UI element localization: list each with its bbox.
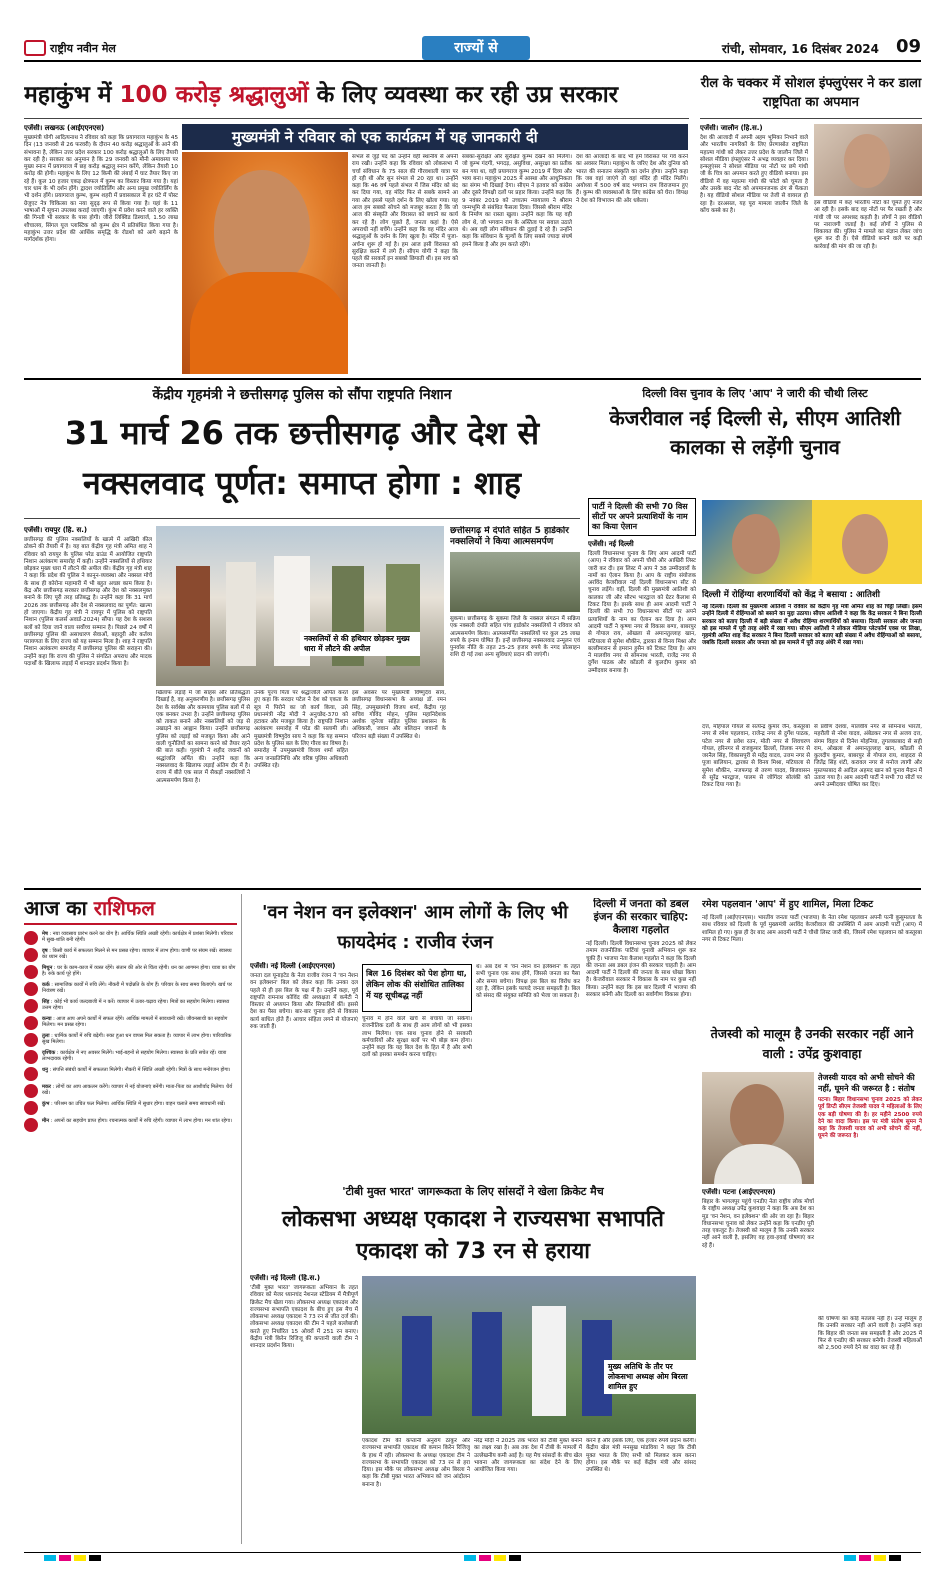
kailash-headline: दिल्ली में जनता को डबल इंजन की सरकार चाहिए: कैलाश गहलोत (593, 898, 689, 936)
reel-body-b: इस वीडियो में कह भारतीय नोटों को चूमते हुए नजर आ रही है। इसके बाद वह नोटों पर पैर रखती है और गांधी जी पर अपशब्द कहती है। लोगों ने इस वीडियो पर नाराजगी जताई है। कई लोगों ने पुलिस से शिकायत की। पुलिस ने मामले का संज्ञान लेकर जांच शुरू कर दी है। ऐसे वीडियो बनाने वाले पर कड़ी कार्रवाई की मांग की जा रही है। (814, 200, 922, 250)
onoe-col3: थे। अब देश में 'वन नेशन वन इलेक्शन' के तहत सभी चुनाव एक साथ होंगे, जिससे जनता का पैसा और समय बचेगा। विपक्ष इस बिल का विरोध कर रहा है, लेकिन इसके फायदे जनता समझती है। बिल को संसद की संयुक्त समिति को भेजा जा सकता है। (476, 964, 580, 1000)
cricket-col1 (250, 1274, 358, 1544)
reel-byline: एजेंसी। जालौन (हि.स.) (700, 124, 763, 132)
rashi-name: मकर (42, 1084, 51, 1090)
cricket-col3: नरेंद्र मोदी ने 2025 तक भारत को टीबी मुक्त बनाने का लक्ष्य रखा है। अब तक देश में टीबी के मामलों में उल्लेखनीय कमी आई है। यह मैच सांसदों के बीच खेल भावना और जागरूकता का संदेश देने के लिए आयोजित किया गया। (474, 1438, 582, 1474)
rashi-item: मेष : नया व्यवसाय प्रारंभ करने का योग है। आर्थिक स्थिति अच्छी रहेगी। कार्यक्षेत्र में प्रशंसा मिलेगी। परिवार में सुख-शांति बनी रहेगी। (24, 931, 237, 945)
cricket-photo (362, 1276, 696, 1434)
ramesh-headline: रमेश पहलवान 'आप' में हुए शामिल, मिला टिकट (702, 899, 874, 910)
naxal-kicker: केंद्रीय गृहमंत्री ने छत्तीसगढ़ पुलिस को सौंपा राष्ट्रपति निशान (152, 387, 452, 403)
kejriwal-col1 (588, 498, 696, 882)
yogi-photo (182, 152, 348, 374)
cricket-headline: लोकसभा अध्यक्ष एकादश ने राज्यसभा सभापति एकादश को 73 रन से हराया (282, 1207, 664, 1264)
rashi-name: वृश्चिक (42, 1050, 56, 1056)
rohingya-body: नई दिल्ली। दिल्ली की मुख्यमंत्री आतिशी ने रविवार को केंद्रीय गृह मंत्री अमित शाह को चिट्ठी लिखी। इसमें उन्होंने दिल्ली में रोहिंग्याओं को बसाने का मुद्दा उठाया। सीएम आतिशी ने कहा कि केंद्र सरकार ने बिना दिल्ली सरकार को बताए दिल्ली में बड़ी संख्या में अवैध रोहिंग्या शरणार्थियों को बसाया। दिल्ली सरकार और जनता को इस मामले में पूरी तरह अंधेरे में रखा गया। सीएम आतिशी ने लोकल मीडिया प्लेटफॉर्म एक्स पर लिखा, गृहमंत्री अमित शाह केंद्र सरकार ने बिना दिल्ली सरकार को बताए बड़ी संख्या में अवैध रोहिंग्याओं को बसाया, जबकि दिल्ली सरकार और जनता को इस मामले में पूरी तरह अंधेरे में रखा गया। (702, 604, 922, 647)
rashi-name: कन्या (42, 1016, 52, 1022)
rashi-name: सिंह (42, 999, 50, 1005)
rashi-text: परिश्रम का उचित फल मिलेगा। आर्थिक स्थिति में सुधार होगा। वाहन चलाते समय सावधानी रखें। (54, 1101, 226, 1107)
page-number: 09 (895, 36, 921, 57)
surrender-headline: छत्तीसगढ़ में दंपति सहित 5 हार्डकोर नक्सलियों ने किया आत्मसमर्पण (450, 526, 569, 547)
zodiac-icon (24, 931, 38, 945)
surrender-box (450, 526, 580, 882)
kumbh-byline: एजेंसी। लखनऊ (आईएएनएस) (24, 124, 105, 132)
rohingya-headline: दिल्ली में रोहिंग्या शरणार्थियों को केंद्र ने बसाया : आतिशी (702, 590, 880, 600)
zodiac-icon (24, 1118, 38, 1132)
kumbh-col1-text: मुख्यमंत्री योगी आदित्यनाथ ने रविवार को कहा कि प्रयागराज महाकुंभ के 45 दिन (13 जनवरी से 26 फरवरी) के दौरान 40 करोड़ श्रद्धालुओं के आने की संभावना है, लेकिन उत्तर प्रदेश सरकार 100 करोड़ श्रद्धालुओं के लिए तैयारी कर रही है। सरकार का अनुमान है कि 29 जनवरी को मौनी अमावस्या पर मुख्य स्नान में प्रयागराज में छह करोड़ श्रद्धालु स्नान करेंगे, लेकिन तैयारी 10 करोड़ की होगी। महाकुंभ के लिए 12 किमी की लंबाई में घाट तैयार किए जा रहे हैं। कुल 10 हजार एकड़ क्षेत्रफल में कुम्भ का विस्तार किया गया है। यहां चार धाम के भी दर्शन होंगे। द्वादश ज्योतिर्लिंग और अन्य प्रमुख ज्योतिर्लिंग के भी दर्शन होंगे। प्रयागराज कुम्भ, कुम्भ शहरी में प्रवासकाल में हर घंटे में पोस्ट ग्रेजुएट नेत्र चिकित्सा का नया सुदृढ़ रूप से किया गया है। यहां के 11 भाषाओं में सूचना उपलब्ध कराई जाएगी। कुंभ में प्रवेश करने वाले हर व्यक्ति की गिनती भी सरकार के पास होगी। जीरो लिक्विड डिस्चार्ज, 1.50 लाख शौचालय, सिंगल यूज प्लास्टिक को कुम्भ क्षेत्र में प्रतिबंधित किया गया है। महाकुंभ उत्तर प्रदेश की आर्थिक समृद्धि के रोडशो को आगे बढ़ाने के मार्गदर्शक होगा। (24, 135, 178, 244)
cricket-col2b: एकादश टीम की कप्तानी अनुराग ठाकुर और राज्यसभा सभापति एकादश की कमान किरेन रिजिजू के हाथ में रही। लोकसभा के अध्यक्ष एकादश टीम ने राज्यसभा के सभापति एकादश को 73 रन से हरा दिया। इस मौके पर लोकसभा अध्यक्ष ओम बिरला ने कहा कि टीबी मुक्त भारत अभियान को जन आंदोलन बनाना है। (362, 1438, 470, 1488)
rashi-text: संपत्ति संबंधी कार्यों में सफलता मिलेगी। नौकरी में स्थिति अच्छी रहेगी। मित्रों के साथ मनोरंजन होगा। (52, 1067, 231, 1073)
rashi-text: किसी कार्य में सफलता मिलने से मन प्रसन्न रहेगा। व्यापार में लाभ होगा। वाणी पर संयम रखें। स्वास्थ्य का ध्यान रखें। (42, 948, 232, 961)
tejashwi-body2: की घोषणा का कोई मतलब नहीं है। उन्हें मालूम है कि उनकी सरकार नहीं आने वाली है। उन्होंने कहा कि बिहार की जनता सब समझती है और 2025 में फिर से एनडीए की सरकार बनेगी। तेजस्वी महिलाओं को 2,500 रुपये देने का वादा कर रहे हैं। (818, 1316, 922, 1352)
rashi-item: कर्क : सामाजिक कार्यों में रुचि लेंगे। नौकरी में पदोन्नति के योग हैं। परिवार के साथ समय बिताएंगे। खर्च पर नियंत्रण रखें। (24, 982, 237, 996)
surrender-body: सुकमा। छत्तीसगढ़ के सुकमा जिले के नक्सल संगठन में सक्रिय एक नक्सली दंपति सहित पांच हार्डकोर नक्सलियों ने रविवार को आत्मसमर्पण किया। आत्मसमर्पित नक्सलियों पर कुल 25 लाख रुपये के इनाम घोषित हैं। इन्हें छत्तीसगढ़ नक्सलवाद उन्मूलन एवं पुनर्वास नीति के तहत 25-25 हजार रुपये के नगद प्रोत्साहन राशि दी गई तथा अन्य सुविधाएं प्रदान की जाएंगी। (450, 616, 580, 659)
zodiac-icon (24, 1084, 38, 1098)
naxal-headline: 31 मार्च 26 तक छत्तीसगढ़ और देश से नक्सलवाद पूर्णत: समाप्त होगा : शाह (64, 414, 540, 502)
kejriwal-atishi-photo (702, 500, 922, 584)
tejashwi-quote: तेजस्वी यादव को अभी सोचने की नहीं, घूमने की जरूरत है : संतोष (818, 1073, 915, 1093)
onoe-byline: एजेंसी। नई दिल्ली (आईएएनएस) (250, 962, 336, 970)
tejashwi-headline: तेजस्वी को मालूम है उनकी सरकार नहीं आने वाली : उपेंद्र कुशवाहा (710, 1026, 914, 1061)
tejashwi-quote-box (818, 1072, 922, 1312)
paper-name: राष्ट्रीय नवीन मेल (50, 42, 116, 55)
onoe-col1-text: जनता दल यूनाइटेड के नेता राजीव रंजन ने 'वन नेशन वन इलेक्शन' बिल को लेकर कहा कि उनका दल पहले से ही इस बिल के पक्ष में है। उन्होंने कहा, पूर्व राष्ट्रपति रामनाथ कोविंद की अध्यक्षता में कमेटी ने विस्तार से अध्ययन किया और सिफारिशें कीं। इससे देश का पैसा बचेगा। बार-बार चुनाव होने से विकास कार्य बाधित होते हैं। आचार संहिता लगने से योजनाएं रुक जाती हैं। (250, 973, 358, 1031)
kejriwal-byline: एजेंसी। नई दिल्ली (588, 540, 634, 548)
zodiac-icon (24, 999, 38, 1013)
rashi-name: धनु (42, 1067, 48, 1073)
kumbh-headline-red: 100 करोड़ श्रद्धालुओं (119, 82, 309, 108)
kumbh-headline-a: महाकुंभ में (24, 82, 112, 108)
kejriwal-headline: केजरीवाल नई दिल्ली से, सीएम आतिशी कालका से लड़ेंगी चुनाव (609, 406, 901, 459)
zodiac-icon (24, 1101, 38, 1115)
rashi-item: मकर : लोगों का आप आकलन करेंगे। व्यापार में नई योजनाएं बनेंगी। माता-पिता का आशीर्वाद मिलेगा। धैर्य रखें। (24, 1084, 237, 1098)
rashi-text: नया व्यवसाय प्रारंभ करने का योग है। आर्थिक स्थिति अच्छी रहेगी। कार्यक्षेत्र में प्रशंसा मिलेगी। परिवार में सुख-शांति बनी रहेगी। (42, 931, 233, 944)
tejashwi-byline: एजेंसी। पटना (आईएएनएस) (702, 1188, 776, 1196)
kumbh-col3: सबका-सुरक्षित और सुरक्षित कुम्भ देखने को मिलेगा। जो कुम्भ गंदगी, भगदड़, असुविधा, असुरक्षा का प्रतीक बन गया था, वही प्रयागराज कुम्भ 2019 में दिव्य और भव्य बना। महाकुंभ 2025 में आस्था और आधुनिकता का संगम भी दिखाई देगा। सीएम ने इतवार को कांग्रेस और दूसरे विपक्षी दलों पर प्रहार किया। उन्होंने कहा कि 9 नवंबर 2019 को उच्चतम न्यायालय ने श्रीराम जन्मभूमि से संबंधित फैसला दिया। जिससे श्रीराम मंदिर के निर्माण का रास्ता खुला। उन्होंने कहा कि यह वही लोग थे, जो भगवान राम के अस्तित्व पर सवाल उठाते थे। अब वही लोग संविधान की दुहाई दे रहे हैं। उन्होंने कहा कि संविधान के मूल्यों के लिए सबसे ज्यादा संघर्ष हमने किया है और हम करते रहेंगे। (462, 154, 572, 248)
cricket-byline: एजेंसी। नई दिल्ली (हि.स.) (250, 1274, 321, 1282)
rashi-text: लोगों का आप आकलन करेंगे। व्यापार में नई योजनाएं बनेंगी। माता-पिता का आशीर्वाद मिलेगा। धैर्य रखें। (42, 1084, 233, 1097)
cricket-col1-text: 'टीबी मुक्त भारत' जागरूकता अभियान के तहत रविवार को मेजर ध्यानचंद नेशनल स्टेडियम में मैत्रीपूर्ण क्रिकेट मैच खेला गया। लोकसभा अध्यक्ष एकादश और राज्यसभा सभापति एकादश के बीच हुए इस मैच में लोकसभा अध्यक्ष एकादश ने 73 रन से जीत दर्ज की। लोकसभा अध्यक्ष एकादश की टीम ने पहले बल्लेबाजी करते हुए निर्धारित 15 ओवरों में 251 रन बनाए। केंद्रीय मंत्री किरेन रिजिजू की कप्तानी वाली टीम ने शानदार प्रदर्शन किया। (250, 1285, 358, 1350)
kumbh-kicker: मुख्यमंत्री ने रविवार को एक कार्यक्रम में यह जानकारी दी (182, 124, 688, 150)
naxal-byline: एजेंसी। रायपुर (हि. स.) (24, 526, 88, 534)
rashi-item: तुला : धार्मिक कार्यों में रुचि बढ़ेगी। रुका हुआ धन वापस मिल सकता है। व्यापार में लाभ होगा। पारिवारिक सुख मिलेगा। (24, 1033, 237, 1047)
zodiac-icon (24, 948, 38, 962)
surrender-photo (450, 552, 580, 612)
kumbh-col1 (24, 124, 178, 374)
rashi-item: वृश्चिक : कार्यक्षेत्र में नए अवसर मिलेंगे। भाई-बहनों से सहयोग मिलेगा। स्वास्थ्य के प्रति सचेत रहें। यात्रा लाभदायक रहेगी। (24, 1050, 237, 1064)
influencer-photo (814, 124, 922, 196)
rashi-name: मेष (42, 931, 48, 937)
naxal-col4: इस अवसर पर मुख्यमंत्री विष्णुदेव साय, छत्तीसगढ़ विधानसभा के अध्यक्ष डॉ. रमन सिंह, उपमुख्यमंत्री विजय शर्मा, केंद्रीय गृह सचिव गोविंद मोहन, पुलिस महानिदेशक अशोक जुनेजा सहित पुलिस प्रशासन के अधिकारी, जवान और बलिदान जवानों के परिजन बड़ी संख्या में उपस्थित थे। (352, 690, 446, 740)
rashifal-title (24, 894, 237, 925)
kejriwal-col1-text: दिल्ली विधानसभा चुनाव के लिए आम आदमी पार्टी (आप) ने रविवार को अपनी चौथी और आखिरी लिस्ट जारी कर दी। इस लिस्ट में आप ने 38 उम्मीदवारों के नामों का ऐलान किया है। आप के राष्ट्रीय संयोजक अरविंद केजरीवाल नई दिल्ली विधानसभा सीट से चुनाव लड़ेंगे। वहीं, दिल्ली की मुख्यमंत्री आतिशी को कालका जी और सौरभ भारद्वाज को ग्रेटर कैलाश से टिकट दिया है। इसके साथ ही आम आदमी पार्टी ने दिल्ली की सभी 70 विधानसभा सीटों पर अपने प्रत्याशियों के नाम का ऐलान कर दिया है। आम आदमी पार्टी ने कृष्णा नगर से विकास बग्गा, बाबरपुर से गोपाल राय, ओखला से अमानतुल्लाह खान, मटियाला से सुमेश शौकीन, द्वारका से विनय मिश्रा और बल्लीमारान से इमरान हुसैन को टिकट दिया है। आप ने मालवीय नगर से सोमनाथ भारती, राजेंद्र नगर से दुर्गेश पाठक और कोंडली से कुलदीप कुमार को उम्मीदवार बनाया है। (588, 551, 696, 674)
onoe-col1 (250, 962, 358, 1174)
zodiac-icon (24, 965, 38, 979)
rashi-name: वृष (42, 948, 48, 954)
zodiac-icon (24, 1033, 38, 1047)
rashi-item: मीन : अपनों का सहयोग प्राप्त होगा। रचनात्मक कार्यों में रुचि रहेगी। व्यापार में लाभ होगा। मन शांत रहेगा। (24, 1118, 237, 1132)
rashi-text: कार्यक्षेत्र में नए अवसर मिलेंगे। भाई-बहनों से सहयोग मिलेगा। स्वास्थ्य के प्रति सचेत रहें। यात्रा लाभदायक रहेगी। (42, 1050, 227, 1063)
rashi-item: धनु : संपत्ति संबंधी कार्यों में सफलता मिलेगी। नौकरी में स्थिति अच्छी रहेगी। मित्रों के साथ मनोरंजन होगा। (24, 1067, 237, 1081)
rashi-name: मीन (42, 1118, 50, 1124)
zodiac-icon (24, 1050, 38, 1064)
rashi-name: कुंभ (42, 1101, 50, 1107)
reel-headline: रील के चक्कर में सोशल इंफ्लुएंसर ने कर डाला राष्ट्रपिता का अपमान (700, 76, 922, 110)
tejashwi-col1 (702, 1188, 814, 1544)
cricket-photo-caption: मुख्य अतिथि के तौर पर लोकसभा अध्यक्ष ओम बिरला शामिल हुए (604, 1360, 696, 1394)
naxal-col1 (24, 526, 152, 882)
tejashwi-body: बिहार के भागलपुर पहुंचे एनडीए नेता राष्ट्रीय लोक मोर्चा के राष्ट्रीय अध्यक्ष उपेंद्र कुशवाहा ने कहा कि अब देश का मूड 'वन नेशन, वन इलेक्शन' की ओर जा रहा है। बिहार विधानसभा चुनाव को लेकर उन्होंने कहा कि एनडीए पूरी तरह एकजुट है। तेजस्वी को मालूम है कि उनकी सरकार नहीं आने वाली है, इसलिए वह हवा-हवाई घोषणाएं कर रहे हैं। (702, 1199, 814, 1249)
rashi-name: कर्क (42, 982, 50, 988)
kumbh-col4: देश की आजादी के बाद भी हमें विरासत पर गर्व करने का अवसर मिला। महाकुंभ के जरिए देश और दुनिया को भारत की सनातन संस्कृति का दर्शन होगा। उन्होंने कहा कि जब वहां जाएंगे तो वहां मंदिर ही मंदिर मिलेंगे। अयोध्या में 500 वर्ष बाद भगवान राम विराजमान हुए हैं। कुम्भ की व्यवस्थाओं के लिए कांग्रेस को घेरा। विपक्ष ने देश को विभाजन की ओर धकेला। (576, 154, 688, 204)
naxal-col1-text: छत्तीसगढ़ की पुलिस नक्सलियों के खात्मे में आखिरी कील ठोकने की तैयारी में है। यह बात केंद्रीय गृह मंत्री अमित शाह ने रविवार को रायपुर के पुलिस परेड ग्राउंड में आयोजित राष्ट्रपति निशान अलंकरण समारोह में कही। उन्होंने नक्सलियों से हथियार छोड़कर मुख्य धारा में लौटने की अपील की। केंद्रीय गृह मंत्री शाह ने कहा कि प्रदेश की पुलिस ने कानून-व्यवस्था और नक्सल मोर्चे के साथ ही कोरोना महामारी में भी बहुत अच्छा काम किया है। केंद्र और छत्तीसगढ़ सरकार छत्तीसगढ़ और देश को नक्सलमुक्त बनाने के लिए पूरी तरह प्रतिबद्ध है। उन्होंने कहा कि 31 मार्च 2026 तक छत्तीसगढ़ और देश से नक्सलवाद का पूर्णत: खात्मा हो जाएगा। केंद्रीय गृह मंत्री ने रायपुर में पुलिस को राष्ट्रपति निशान (पुलिस कलर्स अवार्ड-2024) सौंपा। यह देश के सशस्त्र बलों को दिया जाने वाला सर्वोच्च सम्मान है। पिछले 24 वर्षों में छत्तीसगढ़ पुलिस की असाधारण सेवाओं, बहादुरी और कर्तव्य परायणता के लिए राज्य को यह सम्मान मिला है। शाह ने राष्ट्रपति निशान अलंकरण समारोह में छत्तीसगढ़ पुलिस की सराहना की। उन्होंने कहा कि राज्य की पुलिस ने संगठित अपराध और मादक पदार्थों के खिलाफ लड़ाई में शानदार प्रदर्शन किया है। (24, 537, 152, 668)
amit-shah-parade-photo (156, 526, 444, 686)
footer-color-bar (24, 1552, 921, 1562)
onoe-callout: बिल 16 दिसंबर को पेश होगा था, लेकिन लोक की संशोधित तालिका में यह सूचीबद्ध नहीं (362, 964, 472, 1012)
rashi-name: मिथुन (42, 965, 53, 971)
tb-kicker: 'टीबी मुक्त भारत' जागरूकता के लिए सांसदों ने खेला क्रिकेट मैच (342, 1185, 604, 1198)
kejriwal-col3: से प्रवीण देशवा, मालवीय नगर से सोमनाथ भारती, महरौली से नरेश यादव, अंबेडकर नगर से अजय दत्त, संगम विहार से दिनेश मोहनिया, तुगलकाबाद से सही राम, ओखला से अमानतुल्लाह खान, कोंडली से कुलदीप कुमार, बाबरपुर से गोपाल राय, शाहदरा से जितेंद्र सिंह शंटी, करावल नगर से मनोज त्यागी और मुस्तफाबाद से आदिल अहमद खान को चुनाव मैदान में उतारा गया है। आम आदमी पार्टी ने सभी 70 सीटों पर अपने उम्मीदवार घोषित कर दिए। (814, 724, 922, 789)
masthead (24, 34, 921, 62)
kejriwal-callout: पार्टी ने दिल्ली की सभी 70 विस सीटों पर अपने प्रत्याशियों के नाम का किया ऐलान (588, 498, 696, 536)
kushwaha-photo (702, 1072, 814, 1184)
kumbh-col2: संभल से जुड़े पद को उन्होंने वहीं स्थानीय से अपनी राय रखी। उन्होंने कहा कि रविवार को लोकसभा में चर्चा संविधान के 75 साल की गौरवशाली यात्रा पर हो रही थी और सुन संभल से 20 रहा था। उन्होंने कहा कि 46 वर्ष पहले संभल में जिस मंदिर को बंद कर दिया गया, वह मंदिर फिर से सबके सामने आ गया और इससे पहले दर्शन के लिए खोला गया। यह आज हम सबको सोचने को मजबूर करता है कि जो आज की संस्कृति और विरासत को बचाने का कार्य कर रहे हैं। लोग पूछते हैं, जनता कहां है। ऐसे अपराधी नहीं बचेंगे। उन्होंने कहा कि वह मंदिर आज श्रद्धालुओं के दर्शन के लिए खुला है। मंदिर में पूजा-अर्चना शुरू हो गई है। हम आज इसी विरासत को सुरक्षित करने में लगे हैं। सीएम योगी ने कहा कि पहले की सरकारें इन सबको छिपाती थीं। इस सच को जनता जानती है। (352, 154, 458, 270)
rashi-text: सामाजिक कार्यों में रुचि लेंगे। नौकरी में पदोन्नति के योग हैं। परिवार के साथ समय बिताएंगे। खर्च पर नियंत्रण रखें। (42, 982, 232, 995)
onoe-headline: 'वन नेशन वन इलेक्शन' आम लोगों के लिए भी फायदेमंद : राजीव रंजन (262, 902, 568, 953)
kailash-body: नई दिल्ली। दिल्ली विधानसभा चुनाव 2025 को लेकर तमाम राजनीतिक पार्टियां चुनावी अभियान शुरू कर चुकी हैं। भाजपा नेता कैलाश गहलोत ने कहा कि दिल्ली की जनता अब डबल इंजन की सरकार चाहती है। आम आदमी पार्टी ने दिल्ली की जनता के साथ धोखा किया है। केजरीवाल सरकार ने विकास के नाम पर कुछ नहीं किया। उन्होंने कहा कि इस बार दिल्ली में भाजपा की सरकार बनेगी और दिल्ली का सर्वांगीण विकास होगा। (586, 941, 696, 999)
rashi-text: घर के काम-काज में व्यस्त रहेंगे। संतान की ओर से चिंता रहेगी। धन का आगमन होगा। यात्रा का योग है। रुके कार्य पूरे होंगे। (42, 965, 236, 978)
rashi-item: सिंह : कोई भी कार्य जल्दबाजी में न करें। व्यापार में उतार-चढ़ाव रहेगा। मित्रों का सहयोग मिलेगा। स्वास्थ्य उत्तम रहेगा। (24, 999, 237, 1013)
rashifal-title-red: राशिफल (93, 896, 155, 920)
rashi-item: वृष : किसी कार्य में सफलता मिलने से मन प्रसन्न रहेगा। व्यापार में लाभ होगा। वाणी पर संयम रखें। स्वास्थ्य का ध्यान रखें। (24, 948, 237, 962)
section-tab: राज्यों से (422, 36, 530, 60)
rashi-text: धार्मिक कार्यों में रुचि बढ़ेगी। रुका हुआ धन वापस मिल सकता है। व्यापार में लाभ होगा। पारिवारिक सुख मिलेगा। (42, 1033, 232, 1046)
paper-logo (24, 40, 46, 56)
reel-body-a: देश की आजादी में अपनी अहम भूमिका निभाने वाले और भारतीय नागरिकों के लिए प्रेरणास्रोत राष्ट्रपिता महात्मा गांधी को लेकर उत्तर प्रदेश के जालौन जिले में सोशल मीडिया इंफ्लुएंसर ने अभद्र व्यवहार कर दिया। इन्फ्लुएंसर ने सोशल मीडिया पर नोटों पर छपे गांधी जी के चित्र का अपमान करते हुए वीडियो बनाया। इस वीडियो में वह महात्मा गांधी की फोटो को चूमता है और उसके बाद नोट को अपमानजनक ढंग से फेंकता है। यह वीडियो सोशल मीडिया पर तेजी से वायरल हो रहा है। दरअसल, यह पूरा मामला जालौन जिले के कोंच कस्बे का है। (700, 135, 808, 214)
reel-col-a (700, 124, 808, 374)
onoe-col2: चुनाव में होने वाले खर्च से बचाया जा सकेगा। राजनीतिक दलों के साथ ही आम लोगों को भी इसका लाभ मिलेगा। एक साथ चुनाव होने से सरकारी कर्मचारियों और सुरक्षा बलों पर भी बोझ कम होगा। उन्होंने कहा कि यह बिल देश के हित में है और सभी दलों को इसका समर्थन करना चाहिए। (362, 1016, 472, 1059)
ramesh-body: नई दिल्ली (आईएएनएस)। भारतीय जनता पार्टी (भाजपा) के नेता रमेश पहलवान अपनी पत्नी कुसुमलता के साथ रविवार को दिल्ली के पूर्व मुख्यमंत्री अरविंद केजरीवाल की उपस्थिति में आम आदमी पार्टी (आप) में शामिल हो गए। कुछ ही देर बाद आम आदमी पार्टी ने चौथी लिस्ट जारी की, जिसमें रमेश पहलवान को कस्तूरबा नगर से टिकट मिला। (702, 915, 922, 943)
rashi-item: कुंभ : परिश्रम का उचित फल मिलेगा। आर्थिक स्थिति में सुधार होगा। वाहन चलाते समय सावधानी रखें। (24, 1101, 237, 1115)
zodiac-icon (24, 982, 38, 996)
kumbh-headline-b: के लिए व्यवस्था कर रही उप्र सरकार (316, 82, 619, 108)
dateline: रांची, सोमवार, 16 दिसंबर 2024 (721, 42, 879, 56)
kumbh-headline (24, 74, 689, 118)
ramesh-story (702, 898, 922, 1024)
rashi-item: कन्या : आज आप अपने कार्यों में सफल रहेंगे। आर्थिक मामलों में सावधानी रखें। जीवनसाथी का सहयोग मिलेगा। मन प्रसन्न रहेगा। (24, 1016, 237, 1030)
tejashwi-quote-body: पटना। बिहार विधानसभा चुनाव 2025 को लेकर पूर्व डिप्टी सीएम तेजस्वी यादव ने महिलाओं के लिए एक बड़ी घोषणा की है। हर महीने 2500 रुपये देने का वादा किया। इस पर मंत्री संतोष सुमन ने कहा कि तेजस्वी यादव को अभी सोचने की नहीं, घूमने की जरूरत है। (818, 1097, 922, 1140)
kejriwal-kicker: दिल्ली विस चुनाव के लिए 'आप' ने जारी की चौथी लिस्ट (642, 387, 868, 400)
rashifal (24, 894, 242, 1544)
zodiac-icon (24, 1067, 38, 1081)
naxal-photo-caption: नक्सलियों से की हथियार छोड़कर मुख्य धारा में लौटने की अपील (300, 632, 420, 656)
rashi-text: अपनों का सहयोग प्राप्त होगा। रचनात्मक कार्यों में रुचि रहेगी। व्यापार में लाभ होगा। मन शांत रहेगा। (53, 1118, 233, 1124)
kailash-story (586, 898, 696, 1174)
naxal-col3: उनके पूज्य पिता पर श्रद्धांजलि अर्पित करते हुए कहा कि सरदार पटेल ने देश को एकता के सूत्र में पिरोने का जो कार्य किया, उसे प्रधानमंत्री नरेंद्र मोदी ने अनुच्छेद-370 को हटाकर और मजबूत किया है। राष्ट्रपति निशान अलंकरण समारोह में परेड की सलामी ली। मुख्यमंत्री विष्णुदेव साय ने कहा कि यह सम्मान प्रदेश के पुलिस बल के लिए गौरव का विषय है। समारोह में उपमुख्यमंत्री विजय शर्मा सहित अन्य जनप्रतिनिधि और वरिष्ठ पुलिस अधिकारी उपस्थित रहे। (254, 690, 348, 769)
rashifal-title-a: आज का (24, 896, 87, 920)
naxal-col2: खिलाफ लड़ाई में जो साहस और प्रतिबद्धता दिखाई है, वह अनुकरणीय है। छत्तीसगढ़ पुलिस देश के सर्वश्रेष्ठ और कामयाब पुलिस बलों में से एक बनकर उभरा है। उन्होंने छत्तीसगढ़ पुलिस को ताकत बनाने और नक्सलियों को जड़ से उखाड़ने का आह्वान किया। उन्होंने छत्तीसगढ़ पुलिस को लड़ाई को मजबूत किया और आने वाली चुनौतियों का सामना करने को तैयार रहने की बात कही। गृहमंत्री ने शहीद जवानों को श्रद्धांजलि अर्पित की। उन्होंने कहा कि नक्सलवाद के खिलाफ लड़ाई अंतिम दौर में है। राज्य में बीते एक साल में सैकड़ों नक्सलियों ने आत्मसमर्पण किया है। (156, 690, 250, 784)
cricket-col4: करने है और इसके लिए, एक हजार रुपये प्रदान करेगी। केंद्रीय खेल मंत्री मनसुख मांडविया ने कहा कि टीबी मुक्त भारत के लिए सभी को मिलकर काम करना होगा। इस मौके पर कई केंद्रीय मंत्री और सांसद उपस्थित थे। (586, 1438, 696, 1474)
kejriwal-col2: दत्त, महिपाल गोयल से सत्येन्द्र कुमार जैन, कस्तूरबा नगर से रमेश पहलवान, राजेन्द्र नगर से दुर्गेश पाठक, पटेल नगर से प्रवेश रतन, मोती नगर से शिवचरण गोयल, हरिनगर से राजकुमार ढिल्लों, तिलक नगर से जरनैल सिंह, विकासपुरी से महेंद्र यादव, उत्तम नगर से पूजा बालियान, द्वारका से विनय मिश्रा, मटियाला से सुमेश शौकीन, नजफगढ़ से तरुण यादव, बिजवासन से सुरेंद्र भारद्वाज, पालम से जोगिंदर सोलंकी को टिकट दिया गया है। (702, 724, 810, 789)
rashi-text: आज आप अपने कार्यों में सफल रहेंगे। आर्थिक मामलों में सावधानी रखें। जीवनसाथी का सहयोग मिलेगा। मन प्रसन्न रहेगा। (42, 1016, 228, 1029)
zodiac-icon (24, 1016, 38, 1030)
rashifal-list (24, 931, 237, 1132)
rashi-text: कोई भी कार्य जल्दबाजी में न करें। व्यापार में उतार-चढ़ाव रहेगा। मित्रों का सहयोग मिलेगा। स्वास्थ्य उत्तम रहेगा। (42, 999, 230, 1012)
rashi-item: मिथुन : घर के काम-काज में व्यस्त रहेंगे। संतान की ओर से चिंता रहेगी। धन का आगमन होगा। यात्रा का योग है। रुके कार्य पूरे होंगे। (24, 965, 237, 979)
rashi-name: तुला (42, 1033, 50, 1039)
